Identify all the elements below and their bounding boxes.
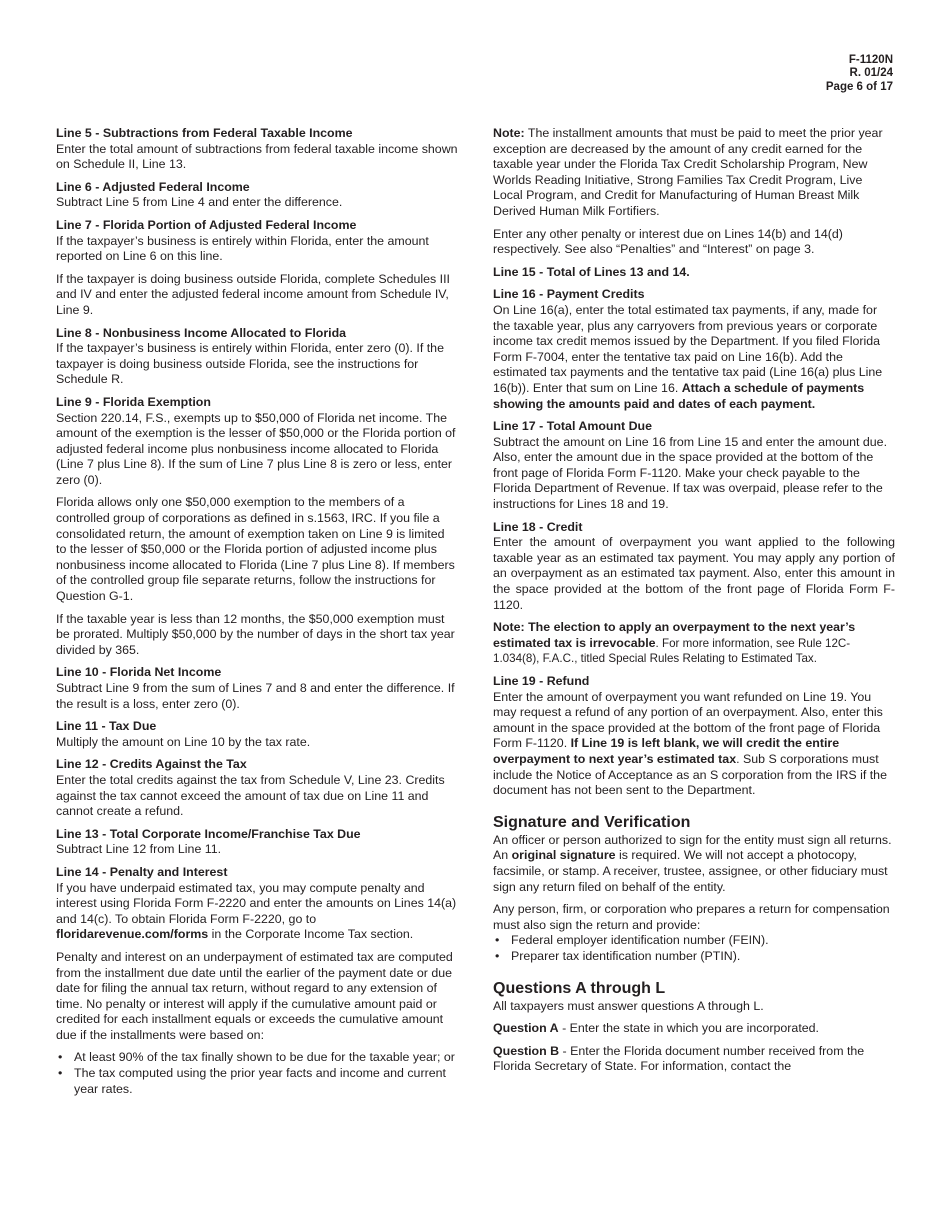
line-18-text: Enter the amount of overpayment you want applied to the following taxable year as an estimated tax payment. You may apply any portion of an overpayment as an estimated tax payment. Also, enter this amount in the space provided at the bottom of the front page of Florida Form F-1120. xyxy=(493,535,895,612)
questions-intro: All taxpayers must answer questions A through L. xyxy=(493,998,764,1013)
line-16-text: On Line 16(a), enter the total estimated tax payments, if any, made for the taxable year, plus any carryovers from previous years or corporate income tax credit memos issued by the Department. If you filed Florida Form F-7004, enter the tentative tax paid on Line 16(b). Add the estimated tax payments and the tentative tax paid (Line 16(a) plus Line 16(b)). Enter that sum on Line 16. xyxy=(493,302,883,395)
line-8-section xyxy=(56,326,458,388)
line-19-bold-text: If Line 19 is left blank, we will credit the entire overpayment to next year’s estimated tax xyxy=(493,736,840,766)
note-text: The installment amounts that must be paid to meet the prior year exception are decreased by the amount of any credit earned for the taxable year under the Florida Tax Credit Scholarship Program, New Worlds Reading Initiative, Strong Families Tax Credit Program, Live Local Program, and Credit for Manufacturing of Human Breast Milk Derived Human Milk Fortifiers. xyxy=(493,126,883,218)
line-13-section xyxy=(56,827,458,858)
line-9-paragraph-3: If the taxable year is less than 12 months, the $50,000 exemption must be prorated. Multiply $50,000 by the number of days in the short tax year divided by 365. xyxy=(56,611,455,657)
line-7-text: If the taxpayer’s business is entirely within Florida, enter the amount reported on Line 6 on this line. xyxy=(56,233,429,264)
question-a-text: - Enter the state in which you are incorporated. xyxy=(558,1021,819,1036)
line-17-section xyxy=(493,419,895,513)
line-18-note-bold: Note: The election to apply an overpayment to the next year’s estimated tax is irrevocable xyxy=(493,620,856,650)
question-b xyxy=(493,1044,895,1075)
line-10-section xyxy=(56,665,458,712)
question-a xyxy=(493,1021,895,1037)
line-15-section xyxy=(493,265,895,281)
line-5-section xyxy=(56,126,458,173)
line-15-heading: Line 15 - Total of Lines 13 and 14. xyxy=(493,264,690,279)
line-11-section xyxy=(56,719,458,750)
line-14-text-1: If you have underpaid estimated tax, you may compute penalty and interest using Florida Form F-2220 and enter the amounts on Lines 14(a) and 14(c). To obtain Florida Form F-2220, go to xyxy=(56,880,457,926)
list-item: • The tax computed using the prior year facts and income and current year rates. xyxy=(56,1066,458,1097)
signature-heading: Signature and Verification xyxy=(493,813,691,831)
signature-text-2: is required. We will not accept a photocopy, facsimile, or stamp. A receiver, trustee, assignee, or other fiduciary must sign any return filed on behalf of the entity. xyxy=(493,848,888,894)
preparer-text: Any person, firm, or corporation who prepares a return for compensation must also sign the return and provide: xyxy=(493,902,890,932)
questions-heading: Questions A through L xyxy=(493,979,666,997)
line-12-section xyxy=(56,757,458,819)
form-header xyxy=(826,54,893,94)
line-9-text: Section 220.14, F.S., exempts up to $50,000 of Florida net income. The amount of the exemption is the lesser of $50,000 or the Florida portion of adjusted federal income plus nonbusiness income allocated to Florida (Line 7 plus Line 8). If the sum of Line 7 plus Line 8 is zero or less, enter zero (0). xyxy=(56,410,456,487)
page-number: Page 6 of 17 xyxy=(825,80,893,93)
line-11-text: Multiply the amount on Line 10 by the tax rate. xyxy=(56,734,311,749)
line-11-heading: Line 11 - Tax Due xyxy=(56,719,157,734)
line-14-section xyxy=(56,865,458,943)
line-19-heading: Line 19 - Refund xyxy=(493,674,590,688)
line-16-section xyxy=(493,287,895,412)
line-8-text: If the taxpayer’s business is entirely within Florida, enter zero (0). If the taxpayer is doing business outside Florida, see the instructions for Schedule R. xyxy=(56,341,444,387)
line-16-bold-text: Attach a schedule of payments showing the amounts paid and dates of each payment. xyxy=(493,380,865,411)
line-7-section xyxy=(56,218,458,265)
line-14-paragraph-2: Penalty and interest on an underpayment of estimated tax are computed from the installment due date until the earlier of the payment date or due date for filing the annual tax return, without regard to any extension of time. No penalty or interest will apply if the cumulative amount paid or credited for each installment equals or exceeds the cumulative amount due if the installments were based on: xyxy=(56,949,453,1042)
signature-bold: original signature xyxy=(511,848,616,863)
note-label: Note: xyxy=(493,126,525,140)
line-6-heading: Line 6 - Adjusted Federal Income xyxy=(56,179,250,194)
line-13-heading: Line 13 - Total Corporate Income/Franchise Tax Due xyxy=(56,826,361,841)
other-penalty-text: Enter any other penalty or interest due on Lines 14(b) and 14(d) respectively. See also “Penalties” and “Interest” on page 3. xyxy=(493,226,843,257)
installment-bullet-list xyxy=(56,1050,458,1097)
line-18-heading: Line 18 - Credit xyxy=(493,519,583,534)
list-item: • At least 90% of the tax finally shown to be due for the taxable year; or xyxy=(56,1050,458,1066)
line-10-text: Subtract Line 9 from the sum of Lines 7 and 8 and enter the difference. If the result is a loss, enter zero (0). xyxy=(56,681,455,711)
left-column xyxy=(56,126,458,1104)
line-14-text-2: in the Corporate Income Tax section. xyxy=(208,927,414,942)
line-19-text-1: Enter the amount of overpayment you want refunded on Line 19. You may request a refund of any portion of an overpayment. Also, enter this amount in the space provided at the bottom of the front page of Florida Form F-1120. xyxy=(493,689,883,751)
line-18-section xyxy=(493,520,895,614)
line-16-heading: Line 16 - Payment Credits xyxy=(493,287,645,302)
line-14-heading: Line 14 - Penalty and Interest xyxy=(56,864,228,879)
line-12-heading: Line 12 - Credits Against the Tax xyxy=(56,757,247,772)
right-column xyxy=(493,126,895,1082)
line-10-heading: Line 10 - Florida Net Income xyxy=(56,665,222,680)
line-18-note-text: . For more information, see Rule 12C-1.034(8), F.A.C., titled Special Rules Relating to Estimated Tax. xyxy=(493,636,851,666)
line-17-heading: Line 17 - Total Amount Due xyxy=(493,419,653,434)
line-19-section xyxy=(493,674,895,799)
line-6-text: Subtract Line 5 from Line 4 and enter the difference. xyxy=(56,195,343,210)
line-9-heading: Line 9 - Florida Exemption xyxy=(56,394,211,409)
question-b-label: Question B xyxy=(493,1043,560,1058)
line-9-paragraph-2: Florida allows only one $50,000 exemption to the members of a controlled group of corporations as defined in s.1563, IRC. If you file a consolidated return, the amount of exemption taken on Line 9 is limited to the lesser of $50,000 or the Florida portion of adjusted income plus nonbusiness income allocated to Florida (Line 7 plus Line 8). If members of the controlled group file separate returns, follow the instructions for Question G-1. xyxy=(56,495,455,604)
signature-text xyxy=(493,833,895,895)
installment-note xyxy=(493,126,895,220)
form-number: F-1120N xyxy=(848,54,893,66)
line-18-note xyxy=(493,620,895,667)
question-a-label: Question A xyxy=(493,1021,559,1036)
line-5-text: Enter the total amount of subtractions from federal taxable income shown on Schedule II, Line 13. xyxy=(56,141,458,172)
line-6-section xyxy=(56,180,458,211)
forms-link[interactable]: floridarevenue.com/forms xyxy=(56,927,209,942)
list-item: • Federal employer identification number (FEIN). xyxy=(493,933,895,949)
form-revision: R. 01/24 xyxy=(849,67,893,80)
list-item: • Preparer tax identification number (PTIN). xyxy=(493,949,895,965)
line-17-text: Subtract the amount on Line 16 from Line 15 and enter the amount due. Also, enter the amount due in the space provided at the bottom of the front page of Florida Form F-1120. Make your check payable to the Florida Department of Revenue. If tax was overpaid, please refer to the instructions for Lines 18 and 19. xyxy=(493,434,888,512)
line-19-text-2: . Sub S corporations must include the Notice of Acceptance as an S corporation from the IRS if the document has not been sent to the Department. xyxy=(493,751,887,798)
line-7-heading: Line 7 - Florida Portion of Adjusted Federal Income xyxy=(56,217,357,232)
signature-text-1: An officer or person authorized to sign for the entity must sign all returns. An xyxy=(493,832,892,863)
line-7-paragraph-2: If the taxpayer is doing business outside Florida, complete Schedules III and IV and enter the adjusted federal income amount from Schedule IV, Line 9. xyxy=(56,271,450,317)
question-b-text: - Enter the Florida document number received from the Florida Secretary of State. For information, contact the xyxy=(493,1043,865,1074)
line-13-text: Subtract Line 12 from Line 11. xyxy=(56,842,222,857)
line-9-section xyxy=(56,395,458,489)
line-8-heading: Line 8 - Nonbusiness Income Allocated to Florida xyxy=(56,325,347,340)
line-5-heading: Line 5 - Subtractions from Federal Taxable Income xyxy=(56,126,353,140)
preparer-bullet-list xyxy=(493,933,895,964)
line-12-text: Enter the total credits against the tax from Schedule V, Line 23. Credits against the tax cannot exceed the amount of tax due on Line 11 and cannot create a refund. xyxy=(56,772,445,819)
